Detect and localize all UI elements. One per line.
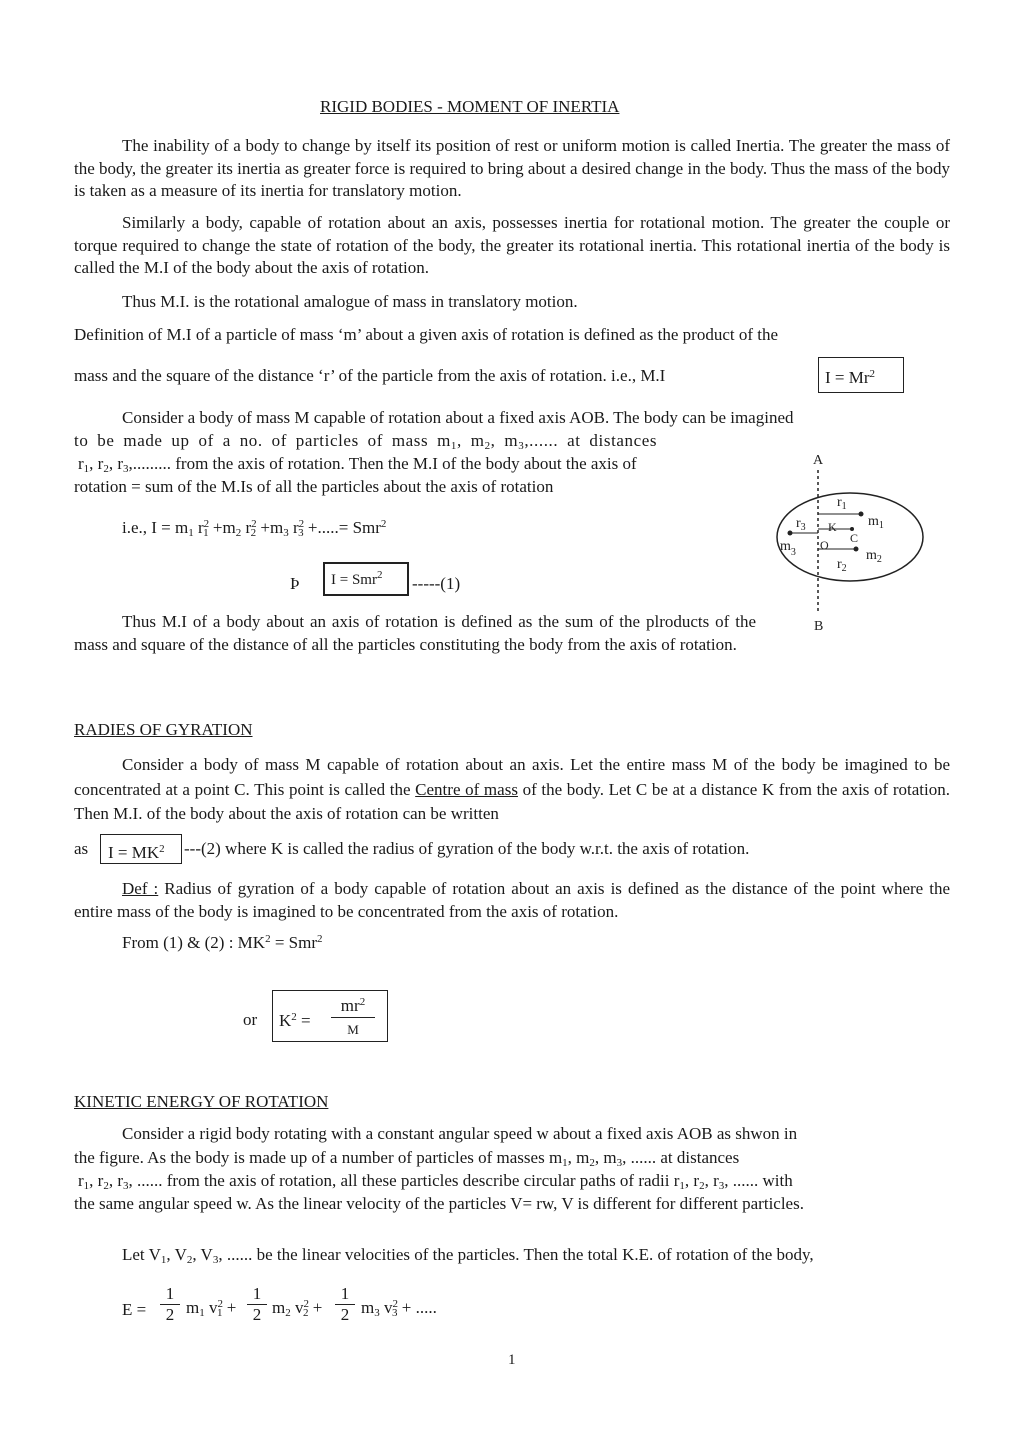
consider-line-2: to be made up of a no. of particles of mass $m_1$, $m_2$, $m_3$,...... at distances: [74, 431, 658, 452]
mi-summary-paragraph: Thus M.I of a body about an axis of rotation is defined as the sum of the plroducts of the mass and square of the distance of all the particles constituting the body from the axis of rotation.: [74, 612, 756, 654]
particle-m1: [859, 512, 864, 517]
equation-tag-1: -----(1): [412, 574, 461, 593]
label-r3: $r_3$: [796, 516, 806, 533]
formula-k-squared: $K^2$ = $mr^2$ M: [272, 990, 388, 1042]
formula-mi-single: $I = Mr^2$: [818, 357, 904, 393]
ke-equation-lhs: E =: [122, 1300, 147, 1319]
label-K: K: [828, 520, 837, 534]
ke-line-3: $r_1$, $r_2$, $r_3$, ...... from the axis of rotation, all these particles describe circular paths of radii $r_1$, $r_2$, $r_3$, ...... with: [78, 1171, 793, 1192]
label-C: C: [850, 531, 859, 545]
formula-mk: $I = MK^2$: [100, 834, 182, 864]
implies-symbol: Þ: [290, 574, 300, 593]
intro-paragraph-3: Thus M.I. is the rotational amalogue of mass in translatory motion.: [122, 292, 578, 311]
gyration-definition: Def : Radius of gyration of a body capable of rotation about an axis is defined as the distance of the point where the entire mass of the body is imagined to be concentrated from the axis of rotation.: [74, 879, 950, 921]
consider-line-4: rotation = sum of the M.Is of all the particles about the axis of rotation: [74, 477, 554, 496]
velocity-line: Let $V_1$, $V_2$, $V_3$, ...... be the linear velocities of the particles. Then the total K.E. of rotation of the body,: [122, 1245, 814, 1266]
label-O: O: [820, 538, 829, 552]
gyration-heading: RADIES OF GYRATION: [74, 720, 253, 739]
ke-line-4: the same angular speed w. As the linear velocity of the particles V= rw, V is different for different particles.: [74, 1194, 804, 1213]
ke-line-2: the figure. As the body is made up of a number of particles of masses $m_1$, $m_2$, $m_3$, ...... at distances: [74, 1148, 740, 1169]
gyration-paragraph: Consider a body of mass M capable of rotation about an axis. Let the entire mass M of the body be imagined to be concentrated at a point C. This point is called the Centre of mass of the body. Let C be at a distance K from the axis of rotation. Then M.I. of the body about the axis of rotation can be written: [74, 755, 950, 823]
consider-line-3: $r_1$, $r_2$, $r_3$,......... from the axis of rotation. Then the M.I of the body about the axis of: [78, 454, 637, 475]
intro-paragraph-1: The inability of a body to change by itself its position of rest or uniform motion is called Inertia. The greater the mass of the body, the greater its inertia as greater force is required to bring about a desired change in the body. Thus the mass of the body is taken as a measure of its inertia for translatory motion.: [74, 136, 951, 201]
label-r1: $r_1$: [837, 495, 847, 512]
centre-of-mass-term: Centre of mass: [415, 779, 518, 799]
page-title: RIGID BODIES - MOMENT OF INERTIA: [320, 97, 620, 116]
page-number: 1: [508, 1352, 516, 1368]
half-fraction-3: $\frac{1}{2}$: [335, 1284, 355, 1325]
particle-m3: [788, 531, 793, 536]
label-m3: $m_3$: [780, 539, 796, 558]
def-label: Def :: [122, 879, 159, 898]
intro-paragraph-2: Similarly a body, capable of rotation about an axis, possesses inertia for rotational motion. The greater the couple or torque required to change the state of rotation of the body, the greater its rotational inertia. This rotational inertia of the body is called the M.I of the body about the axis of rotation.: [74, 213, 950, 278]
ke-term-2: $m_2$ $v^2_2$ +: [272, 1298, 323, 1319]
label-A: A: [813, 453, 824, 468]
ke-heading: KINETIC ENERGY OF ROTATION: [74, 1092, 329, 1111]
half-fraction-1: $\frac{1}{2}$: [160, 1284, 180, 1325]
half-fraction-2: $\frac{1}{2}$: [247, 1284, 267, 1325]
definition-line-1: Definition of M.I of a particle of mass ‘m’ about a given axis of rotation is defined as the product of the: [74, 325, 779, 344]
equation-2-text: ---(2) where K is called the radius of gyration of the body w.r.t. the axis of rotation.: [184, 839, 750, 858]
from-equation: From (1) & (2) : $MK^2 = Smr^2$: [122, 933, 323, 952]
as-label: as: [74, 839, 89, 858]
definition-line-2: mass and the square of the distance ‘r’ of the particle from the axis of rotation. i.e., M.I: [74, 366, 666, 385]
consider-line-1: Consider a body of mass M capable of rotation about a fixed axis AOB. The body can be imagined: [122, 408, 794, 427]
label-r2: $r_2$: [837, 557, 847, 574]
sum-equation: i.e., $I = m_1$ $r^2_1 +m_2$ $r^2_2 +m_3$ $r^2_3$ +.....= Smr$^2$: [122, 518, 387, 539]
label-m2: $m_2$: [866, 548, 882, 565]
label-B: B: [814, 619, 824, 632]
rotation-axis-diagram: [770, 452, 930, 632]
label-m1: $m_1$: [868, 514, 884, 531]
ke-line-1: Consider a rigid body rotating with a constant angular speed w about a fixed axis AOB as shwon in: [122, 1124, 798, 1143]
formula-mi-sum: I = Smr$^2$: [323, 562, 409, 596]
ke-term-1: $m_1$ $v^2_1$ +: [186, 1298, 237, 1319]
particle-m2: [854, 547, 859, 552]
ke-term-3: $m_3$ $v^2_3$ + .....: [361, 1298, 437, 1319]
or-label: or: [243, 1010, 258, 1029]
